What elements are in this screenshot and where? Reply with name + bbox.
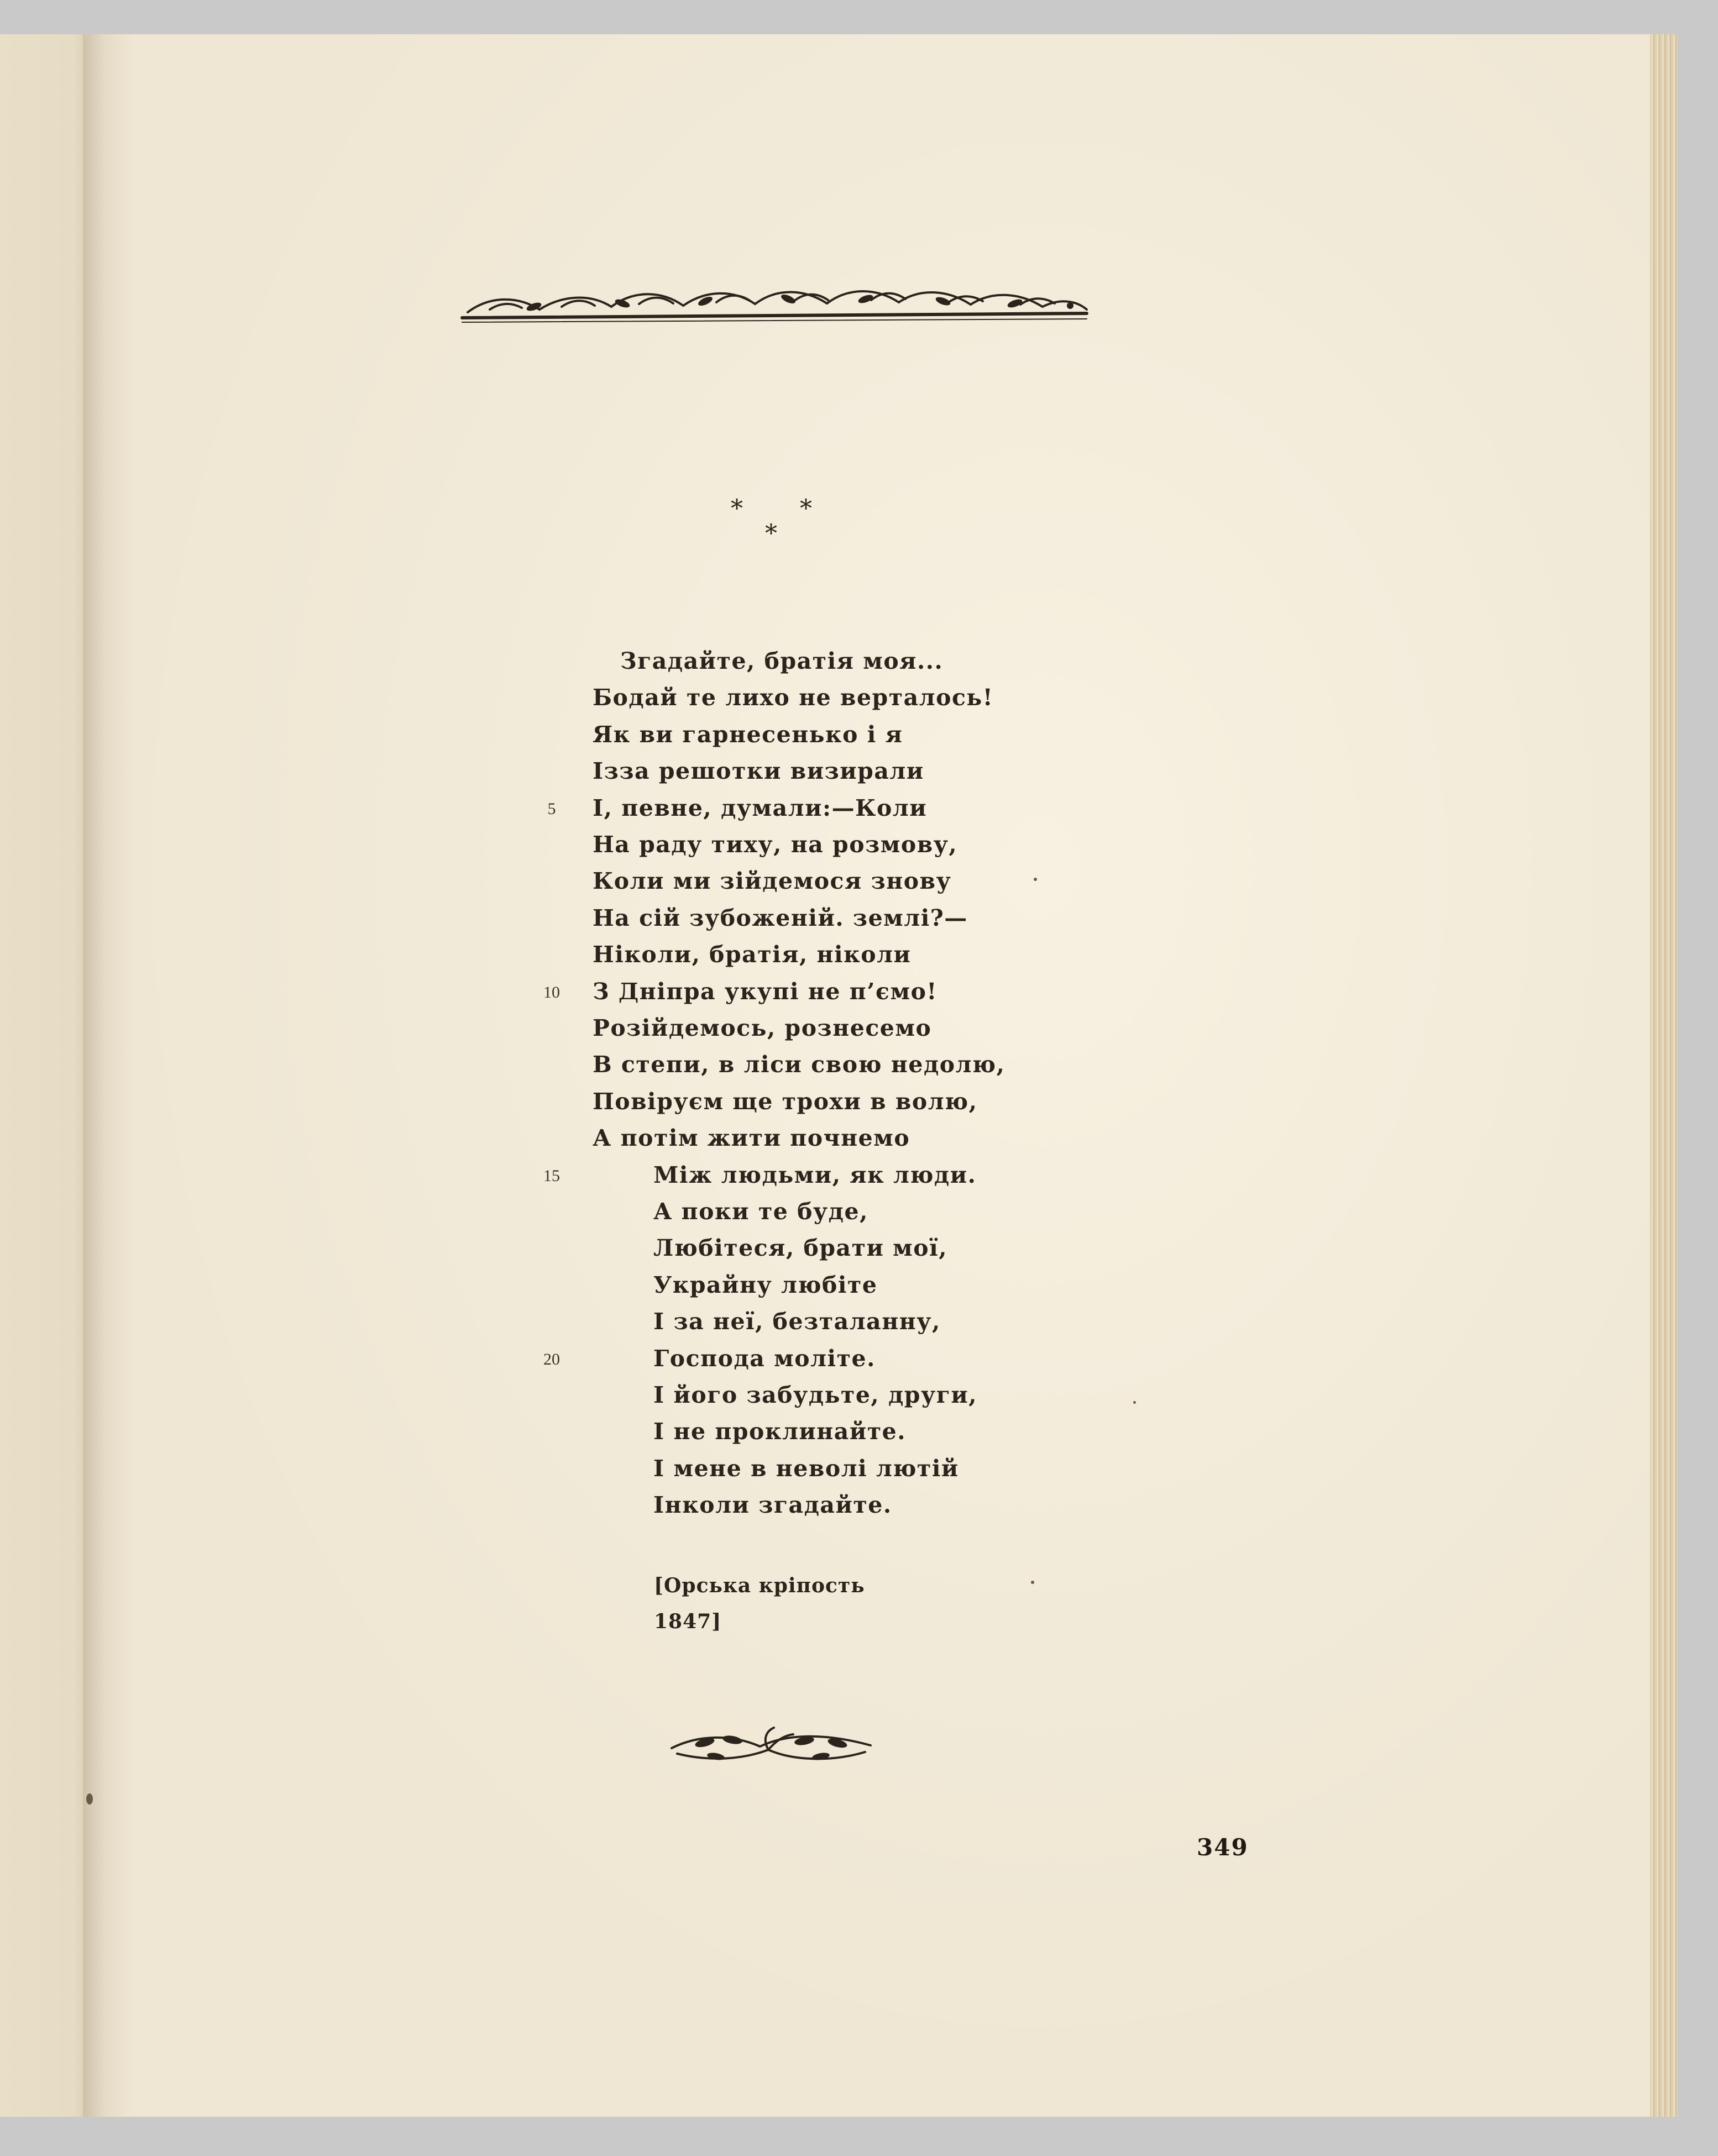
poem-line: Господа моліте. bbox=[653, 1345, 876, 1372]
line-number: 10 bbox=[543, 983, 560, 1001]
paper-speck bbox=[1031, 1581, 1034, 1584]
poem-line: Ізза решотки визирали bbox=[593, 758, 924, 785]
poem-line: Розійдемось, рознесемо bbox=[593, 1015, 932, 1041]
source-year: 1847] bbox=[654, 1610, 722, 1633]
poem-line: Украйну любіте bbox=[653, 1271, 878, 1298]
poem-line: Повіруєм ще трохи в волю, bbox=[593, 1088, 978, 1115]
page-number: 349 bbox=[1197, 1834, 1249, 1861]
floral-tailpiece-icon bbox=[666, 1723, 876, 1767]
svg-text:*: * bbox=[765, 520, 777, 548]
poem-line: Як ви гарнесенько і я bbox=[593, 721, 903, 748]
poem-line: І його забудьте, други, bbox=[653, 1382, 978, 1408]
poem-line: З Дніпра укупі не п’ємо! bbox=[593, 978, 937, 1005]
paper-speck bbox=[1034, 878, 1037, 881]
poem-line: Інколи згадайте. bbox=[653, 1492, 892, 1519]
svg-text:*: * bbox=[800, 495, 812, 523]
asterism-icon bbox=[719, 489, 829, 550]
poem-line: Коли ми зійдемося знову bbox=[593, 868, 952, 895]
svg-text:*: * bbox=[731, 495, 743, 523]
line-number: 15 bbox=[543, 1166, 560, 1185]
poem-line: А потім жити почнемо bbox=[593, 1125, 910, 1152]
poem-line: Між людьми, як люди. bbox=[653, 1161, 977, 1188]
poem-line: Бодай те лихо не верталось! bbox=[593, 684, 994, 711]
line-number: 5 bbox=[547, 799, 556, 818]
poem-line: Любітеся, брати мої, bbox=[653, 1235, 947, 1262]
poem-line: На сій зубоженій. землі?— bbox=[593, 904, 968, 931]
paper-speck bbox=[86, 1793, 93, 1804]
floral-headpiece-icon bbox=[457, 279, 1092, 329]
page-stack-edge bbox=[1650, 34, 1678, 2117]
source-place: [Орська кріпость bbox=[654, 1574, 865, 1597]
line-number: 20 bbox=[543, 1350, 560, 1368]
poem-line: Згадайте, братія моя... bbox=[620, 648, 944, 674]
poem-line: І, певне, думали:—Коли bbox=[593, 794, 928, 821]
poem-line: В степи, в ліси свою недолю, bbox=[593, 1051, 1005, 1078]
poem-line: Ніколи, братія, ніколи bbox=[593, 941, 912, 968]
poem-line: А поки те буде, bbox=[653, 1198, 868, 1225]
poem-line: І не проклинайте. bbox=[653, 1418, 907, 1445]
poem-line: На раду тиху, на розмову, bbox=[593, 831, 958, 858]
poem-line: І мене в неволі лютій bbox=[653, 1455, 959, 1482]
poem-line: І за неї, безталанну, bbox=[653, 1308, 941, 1335]
paper-speck bbox=[1133, 1401, 1136, 1404]
